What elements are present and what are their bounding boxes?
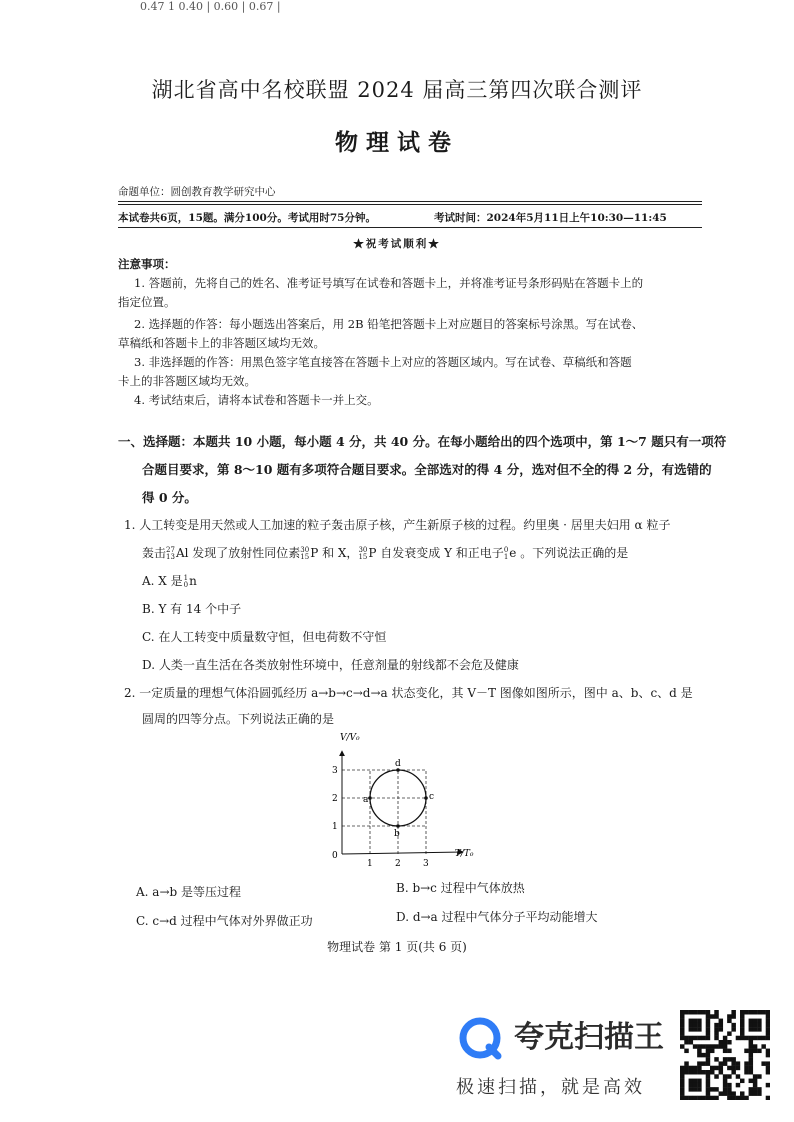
- q2-option-a: A. a→b 是等压过程: [136, 885, 242, 899]
- header-rule-top: [118, 201, 702, 202]
- note-line: 2. 选择题的作答：每小题选出答案后，用 2B 铅笔把答题卡上对应题目的答案标号涂黑。写在试卷、: [134, 317, 644, 331]
- q2-stem-line2: 圆周的四等分点。下列说法正确的是: [142, 712, 335, 726]
- scanner-slogan: 极速扫描，就是高效: [456, 1077, 645, 1098]
- q1-text: e 。下列说法正确的是: [509, 546, 629, 560]
- neutron-numbers: [184, 575, 188, 589]
- q1-stem-line1: 1. 人工转变是用天然或人工加速的粒子轰击原子核，产生新原子核的过程。约里奥 · 居里夫妇用 α 粒子: [124, 518, 671, 532]
- y-tick-label: 2: [332, 794, 338, 804]
- positron-numbers: [504, 547, 508, 561]
- e-mass-number: 0: [503, 545, 509, 554]
- nuclide-p-numbers-2: [358, 547, 367, 561]
- x-tick-label: 3: [423, 859, 429, 868]
- section-instructions-line2: 合题目要求，第 8～10 题有多项符合题目要求。全部选对的得 4 分，选对但不全的得 2 分，有选错的: [142, 462, 712, 477]
- q2-option-c: C. c→d 过程中气体对外界做正功: [136, 914, 313, 928]
- note-line: 卡上的非答题区域均无效。: [118, 374, 256, 388]
- good-luck-wish: ★祝考试顺利★: [353, 238, 441, 250]
- section-instructions-line3: 得 0 分。: [142, 490, 197, 505]
- state-point-a: [368, 796, 372, 800]
- q1-text: P 和 X，: [310, 546, 359, 560]
- exam-info-right: 考试时间：2024年5月11日上午10:30—11:45: [434, 212, 667, 224]
- p-mass-number: 30: [300, 545, 310, 554]
- q2-option-d: D. d→a 过程中气体分子平均动能增大: [396, 910, 598, 924]
- state-label-c: c: [429, 792, 435, 802]
- y-axis-label: V/V₀: [340, 733, 360, 743]
- q1-option-d: D. 人类一直生活在各类放射性环境中，任意剂量的射线都不会危及健康: [142, 658, 519, 672]
- cut-off-table-fragment: 0.47 1 0.40 | 0.60 | 0.67 |: [140, 0, 281, 13]
- q1-option-a-label: A. X 是: [142, 574, 183, 588]
- state-point-c: [424, 796, 428, 800]
- q1-option-c: C. 在人工转变中质量数守恒，但电荷数不守恒: [142, 630, 387, 644]
- y-tick-label: 3: [332, 766, 338, 776]
- q1-text: Al 发现了放射性同位素: [175, 546, 301, 560]
- p-atomic-number: 15: [300, 552, 310, 561]
- q1-option-a-symbol: n: [189, 574, 197, 588]
- state-label-b: b: [394, 829, 400, 839]
- origin-label: 0: [332, 851, 338, 861]
- q2-option-b: B. b→c 过程中气体放热: [396, 881, 525, 895]
- notes-heading: 注意事项：: [118, 257, 176, 271]
- state-label-a: a: [363, 795, 369, 805]
- qr-code-icon: [680, 1010, 770, 1100]
- note-line: 3. 非选择题的作答：用黑色签字笔直接答在答题卡上对应的答题区域内。写在试卷、草稿纸和答题: [134, 355, 632, 369]
- note-line: 指定位置。: [118, 295, 176, 309]
- al-mass-number: 27: [166, 545, 175, 554]
- header-rule-top-2: [118, 204, 702, 205]
- exam-subject: 物理试卷: [335, 129, 459, 156]
- chart-marks: [363, 759, 434, 839]
- note-line: 草稿纸和答题卡上的非答题区域均无效。: [118, 336, 325, 350]
- note-line: 4. 考试结束后，请将本试卷和答题卡一并上交。: [134, 393, 379, 407]
- note-line: 1. 答题前，先将自己的姓名、准考证号填写在试卷和答题卡上，并将准考证号条形码贴在答题卡上的: [134, 276, 644, 290]
- y-tick-label: 1: [332, 822, 338, 832]
- q1-text: P 自发衰变成 Y 和正电子: [368, 546, 504, 560]
- al-atomic-number: 13: [166, 552, 175, 561]
- header-rule-bottom: [118, 227, 702, 228]
- scanner-brand: 夸克扫描王: [514, 1020, 664, 1055]
- x-tick-label: 1: [367, 859, 373, 868]
- n-mass-number: 1: [183, 573, 189, 582]
- x-axis-label: T/T₀: [454, 849, 474, 859]
- p-mass-number: 30: [358, 545, 368, 554]
- q1-stem-line2: [142, 544, 628, 561]
- state-label-d: d: [395, 759, 401, 769]
- state-point-b: [396, 824, 400, 828]
- q1-option-a: [142, 572, 197, 589]
- v-t-graph: [310, 728, 500, 868]
- author-unit: 命题单位：圆创教育教学研究中心: [118, 186, 276, 198]
- p-atomic-number: 15: [358, 552, 368, 561]
- n-charge-number: 0: [183, 580, 189, 589]
- x-tick-label: 2: [395, 859, 401, 868]
- e-charge-number: 1: [503, 552, 509, 561]
- quark-logo-icon: [456, 1014, 504, 1062]
- x-axis: [342, 852, 463, 854]
- exam-title: 湖北省高中名校联盟 2024 届高三第四次联合测评: [151, 78, 643, 102]
- q1-text: 轰击: [142, 546, 167, 560]
- nuclide-p-numbers: [300, 547, 309, 561]
- section-instructions-line1: 一、选择题：本题共 10 小题，每小题 4 分，共 40 分。在每小题给出的四个选项中，第 1～7 题只有一项符: [118, 434, 727, 449]
- q1-option-b: B. Y 有 14 个中子: [142, 602, 242, 616]
- nuclide-al-numbers: [166, 547, 175, 561]
- exam-info-left: 本试卷共6页，15题。满分100分。考试用时75分钟。: [118, 212, 376, 224]
- page-footer: 物理试卷 第 1 页(共 6 页): [327, 940, 467, 954]
- q2-stem-line1: 2. 一定质量的理想气体沿圆弧经历 a→b→c→d→a 状态变化，其 V－T 图像如图所示，图中 a、b、c、d 是: [124, 686, 693, 700]
